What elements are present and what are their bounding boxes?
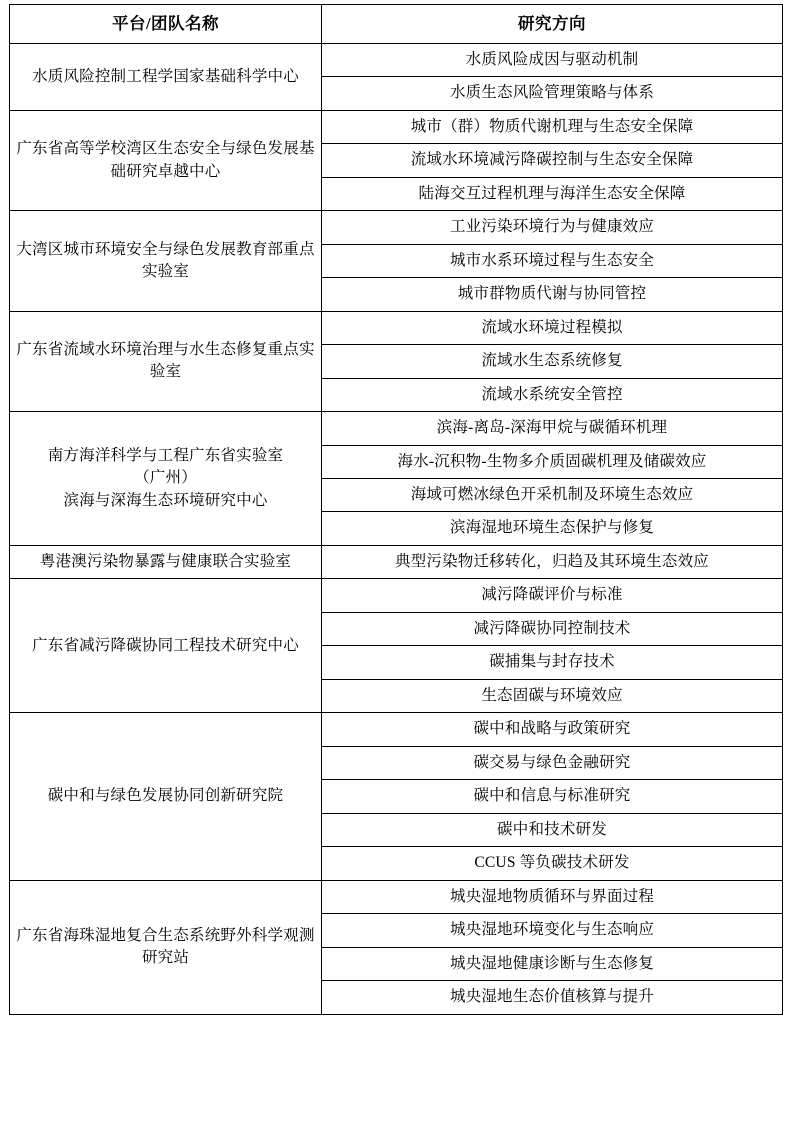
research-direction-cell: 碳中和战略与政策研究 <box>322 713 783 746</box>
research-direction-cell: 水质风险成因与驱动机制 <box>322 43 783 76</box>
research-direction-cell: 海水-沉积物-生物多介质固碳机理及储碳效应 <box>322 445 783 478</box>
research-direction-cell: 流域水系统安全管控 <box>322 378 783 411</box>
table-row <box>10 110 783 143</box>
research-direction-cell: 碳中和技术研发 <box>322 813 783 846</box>
research-direction-cell: 城央湿地健康诊断与生态修复 <box>322 947 783 980</box>
research-direction-cell: 减污降碳评价与标准 <box>322 579 783 612</box>
research-direction-cell: 城市水系环境过程与生态安全 <box>322 244 783 277</box>
platform-name-cell: 广东省流域水环境治理与水生态修复重点实验室 <box>10 311 322 411</box>
research-direction-cell: 城市（群）物质代谢机理与生态安全保障 <box>322 110 783 143</box>
research-direction-cell: 海域可燃冰绿色开采机制及环境生态效应 <box>322 479 783 512</box>
platform-name-cell: 碳中和与绿色发展协同创新研究院 <box>10 713 322 880</box>
table-row <box>10 311 783 344</box>
table-body <box>10 43 783 1014</box>
research-direction-cell: 滨海湿地环境生态保护与修复 <box>322 512 783 545</box>
research-direction-cell: 流域水环境减污降碳控制与生态安全保障 <box>322 144 783 177</box>
table-row <box>10 211 783 244</box>
platform-name-cell: 水质风险控制工程学国家基础科学中心 <box>10 43 322 110</box>
platform-name-cell: 广东省海珠湿地复合生态系统野外科学观测研究站 <box>10 880 322 1014</box>
platform-name-cell: 广东省减污降碳协同工程技术研究中心 <box>10 579 322 713</box>
research-direction-cell: CCUS 等负碳技术研发 <box>322 847 783 880</box>
research-direction-cell: 碳交易与绿色金融研究 <box>322 746 783 779</box>
platform-name-line: 滨海与深海生态环境研究中心 <box>63 491 268 509</box>
research-direction-cell: 流域水环境过程模拟 <box>322 311 783 344</box>
table-row <box>10 880 783 913</box>
table-row <box>10 43 783 76</box>
research-direction-cell: 城央湿地环境变化与生态响应 <box>322 914 783 947</box>
research-direction-cell: 典型污染物迁移转化，归趋及其环境生态效应 <box>322 545 783 578</box>
research-direction-cell: 城央湿地物质循环与界面过程 <box>322 880 783 913</box>
platform-name-line: 南方海洋科学与工程广东省实验室 <box>47 446 284 464</box>
table-row <box>10 713 783 746</box>
research-direction-cell: 工业污染环境行为与健康效应 <box>322 211 783 244</box>
research-direction-cell: 碳中和信息与标准研究 <box>322 780 783 813</box>
table-row <box>10 579 783 612</box>
research-direction-cell: 城央湿地生态价值核算与提升 <box>322 981 783 1014</box>
platform-name-cell <box>10 412 322 546</box>
research-platform-table <box>9 4 783 1015</box>
platform-name-cell: 粤港澳污染物暴露与健康联合实验室 <box>10 545 322 578</box>
platform-name-cell: 广东省高等学校湾区生态安全与绿色发展基础研究卓越中心 <box>10 110 322 210</box>
column-header-direction: 研究方向 <box>322 5 783 44</box>
table-header-row <box>10 5 783 44</box>
research-direction-cell: 滨海-离岛-深海甲烷与碳循环机理 <box>322 412 783 445</box>
research-direction-cell: 陆海交互过程机理与海洋生态安全保障 <box>322 177 783 210</box>
table-row <box>10 545 783 578</box>
research-direction-cell: 碳捕集与封存技术 <box>322 646 783 679</box>
research-direction-cell: 流域水生态系统修复 <box>322 345 783 378</box>
table-header <box>10 5 783 44</box>
research-direction-cell: 减污降碳协同控制技术 <box>322 612 783 645</box>
research-direction-cell: 城市群物质代谢与协同管控 <box>322 278 783 311</box>
research-direction-cell: 生态固碳与环境效应 <box>322 679 783 712</box>
table-row <box>10 412 783 445</box>
research-direction-cell: 水质生态风险管理策略与体系 <box>322 77 783 110</box>
column-header-platform: 平台/团队名称 <box>10 5 322 44</box>
platform-name-line: （广州） <box>134 469 197 487</box>
platform-name-cell: 大湾区城市环境安全与绿色发展教育部重点实验室 <box>10 211 322 311</box>
